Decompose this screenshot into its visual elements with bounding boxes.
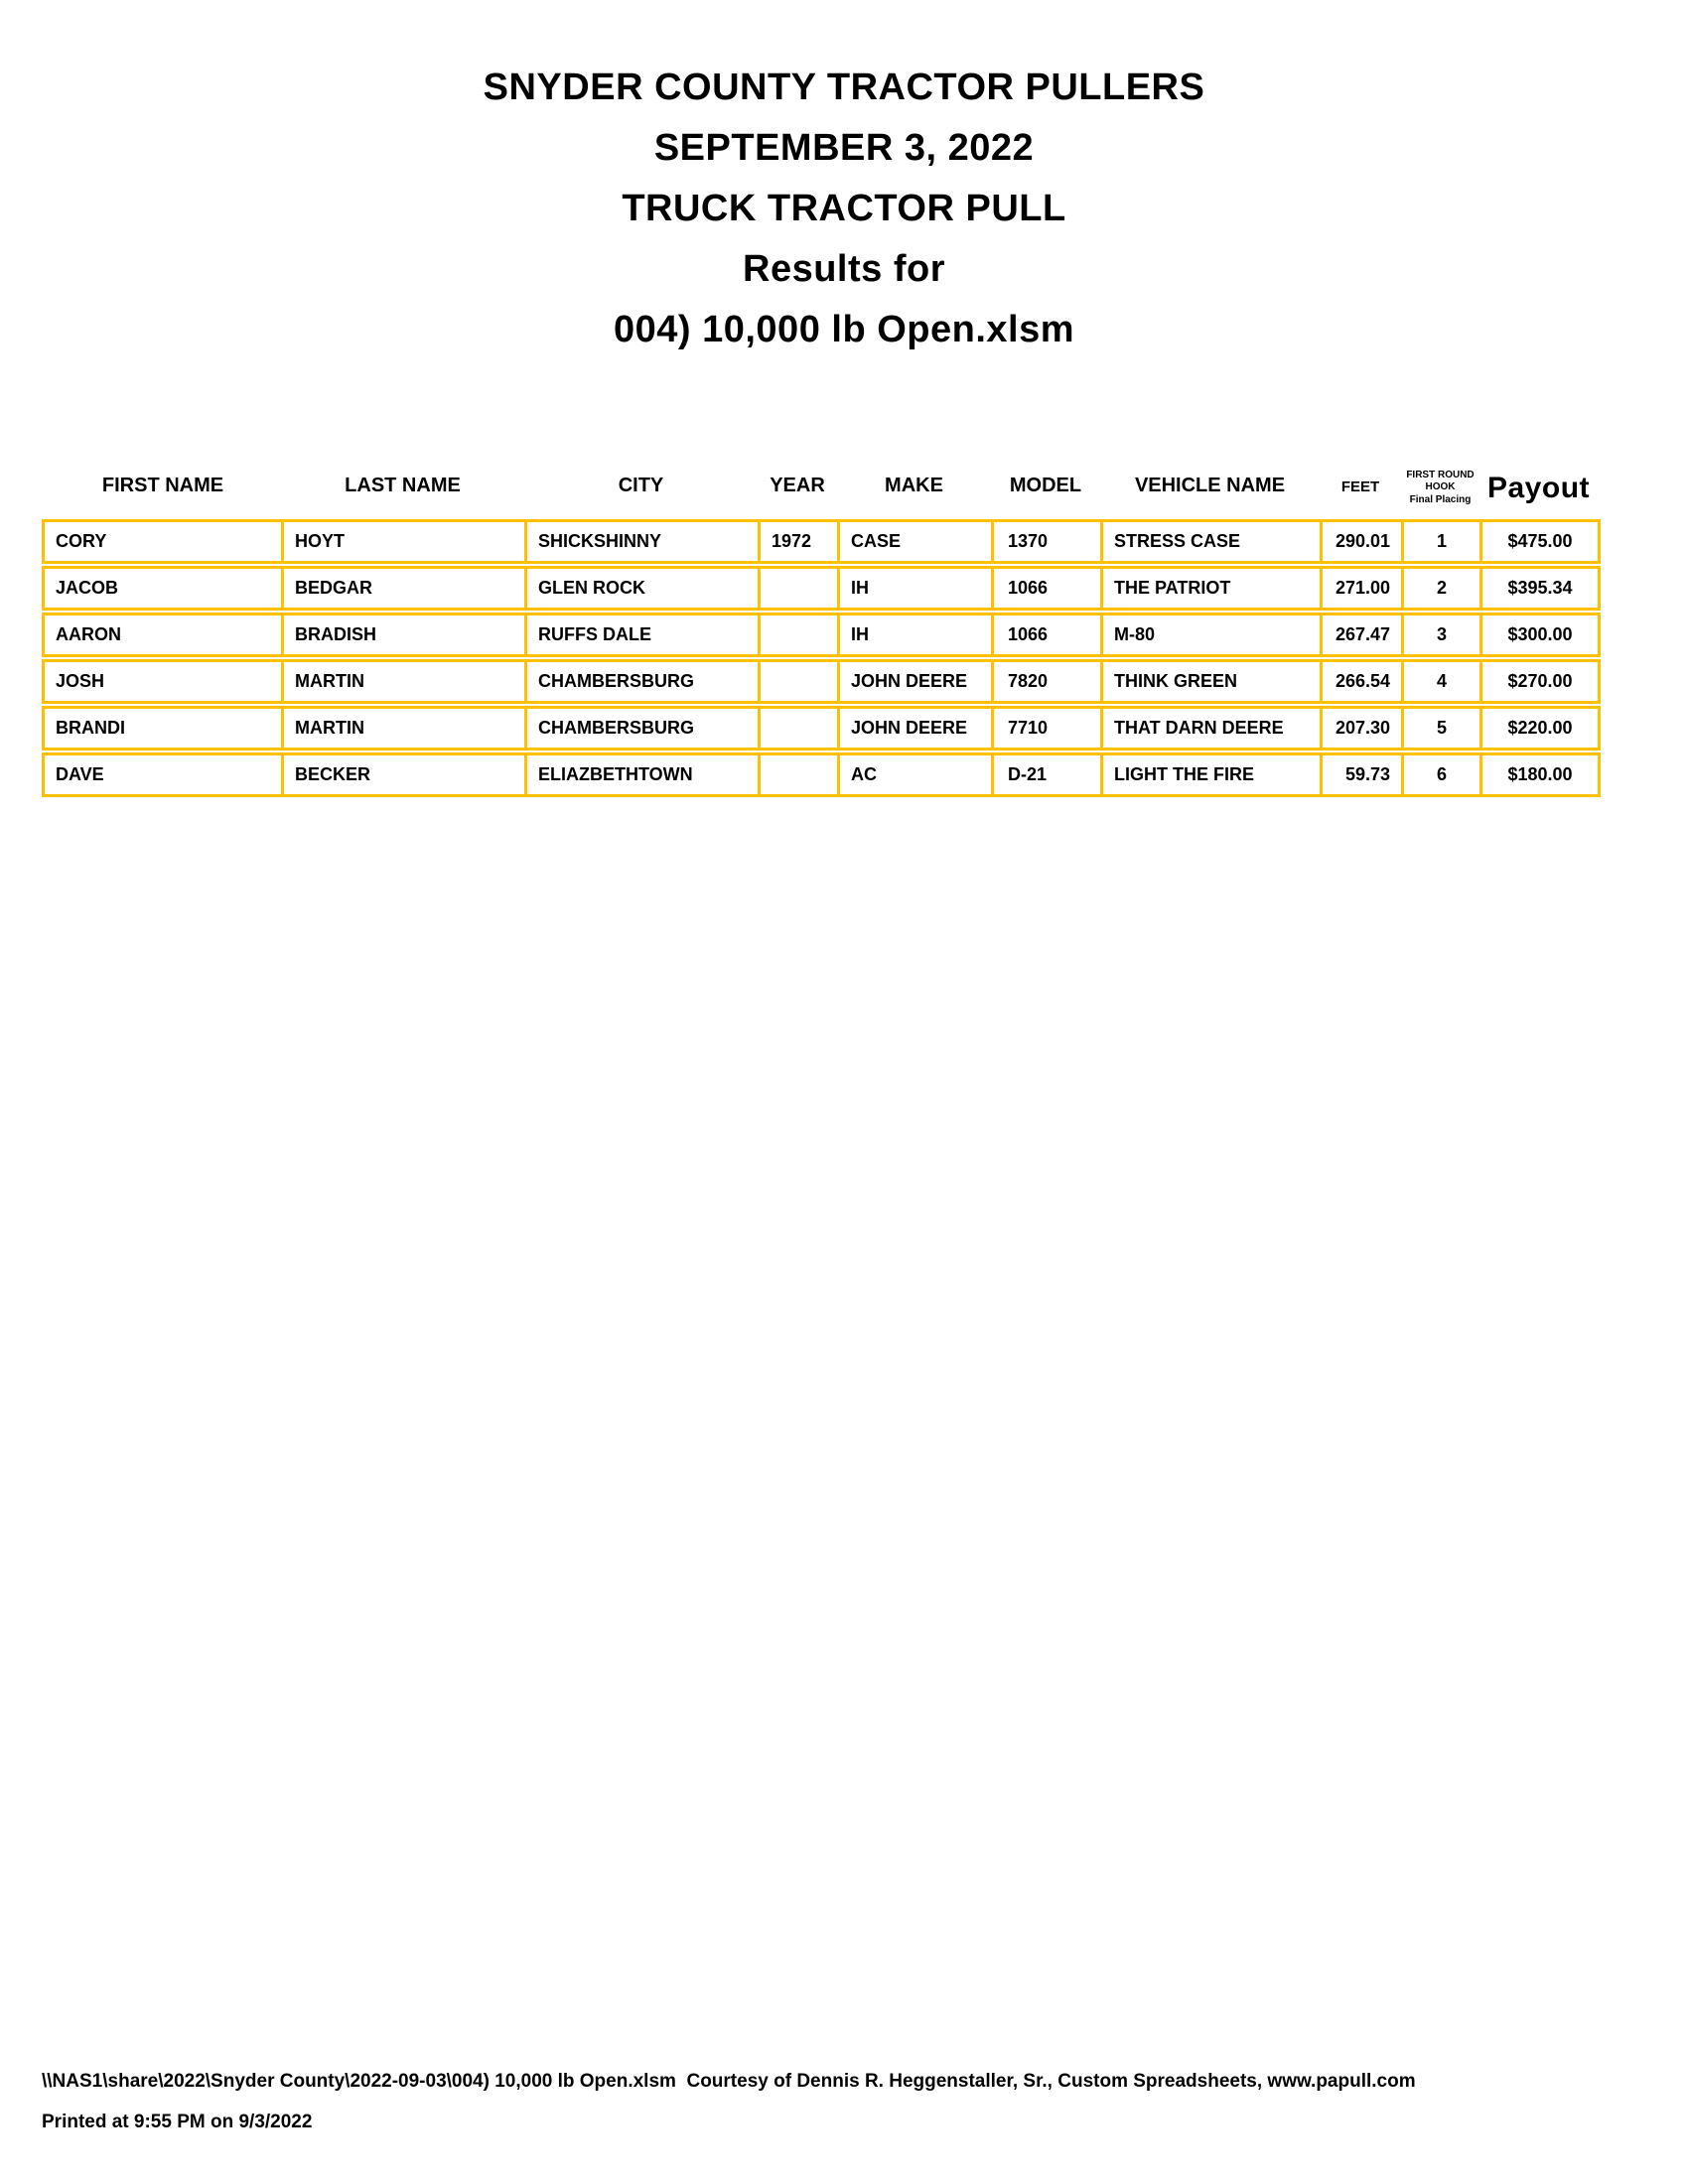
cell-make: IH <box>837 569 991 608</box>
cell-first-name: AARON <box>56 624 121 644</box>
cell-payout: $220.00 <box>1479 709 1598 748</box>
col-header-vehicle-name: VEHICLE NAME <box>1134 475 1286 496</box>
cell-last-name: MARTIN <box>281 662 524 701</box>
cell-city: SHICKSHINNY <box>524 522 758 561</box>
table-row <box>42 566 1601 611</box>
col-header-city: CITY <box>618 475 664 496</box>
cell-last-name: BRADISH <box>281 615 524 654</box>
cell-make: JOHN DEERE <box>837 662 991 701</box>
class-filename: 004) 10,000 lb Open.xlsm <box>613 309 1074 350</box>
col-header-first-name: FIRST NAME <box>101 475 224 496</box>
table-row <box>42 706 1601 751</box>
cell-feet: 267.47 <box>1320 615 1401 654</box>
cell-city: CHAMBERSBURG <box>524 709 758 748</box>
cell-year <box>758 662 837 701</box>
cell-model: 7820 <box>991 662 1100 701</box>
cell-model: 1066 <box>991 569 1100 608</box>
footer-printed-at: Printed at 9:55 PM on 9/3/2022 <box>42 2112 313 2132</box>
event-date: SEPTEMBER 3, 2022 <box>653 127 1035 169</box>
cell-vehicle-name: THE PATRIOT <box>1100 569 1320 608</box>
cell-vehicle-name: M-80 <box>1100 615 1320 654</box>
table-row <box>42 613 1601 657</box>
cell-year <box>758 709 837 748</box>
cell-model: D-21 <box>991 755 1100 794</box>
title-block <box>0 58 1688 360</box>
col-header-last-name: LAST NAME <box>345 475 461 496</box>
cell-placing: 2 <box>1401 569 1479 608</box>
results-label: Results for <box>743 248 945 290</box>
table-row <box>42 519 1601 564</box>
cell-first-name: CORY <box>56 531 107 551</box>
cell-payout: $395.34 <box>1479 569 1598 608</box>
cell-model: 1370 <box>991 522 1100 561</box>
cell-last-name: HOYT <box>281 522 524 561</box>
cell-placing: 1 <box>1401 522 1479 561</box>
event-type: TRUCK TRACTOR PULL <box>622 188 1066 229</box>
cell-first-name: JACOB <box>56 578 119 598</box>
col-header-year: YEAR <box>770 475 825 496</box>
cell-payout: $300.00 <box>1479 615 1598 654</box>
cell-placing: 5 <box>1401 709 1479 748</box>
cell-feet: 271.00 <box>1320 569 1401 608</box>
col-header-hook-line1: FIRST ROUND <box>1406 469 1475 480</box>
table-row <box>42 659 1601 704</box>
cell-feet: 290.01 <box>1320 522 1401 561</box>
cell-vehicle-name: THINK GREEN <box>1100 662 1320 701</box>
table-row <box>42 752 1601 797</box>
cell-placing: 3 <box>1401 615 1479 654</box>
cell-make: AC <box>837 755 991 794</box>
cell-placing: 4 <box>1401 662 1479 701</box>
results-table <box>42 437 1601 799</box>
cell-make: IH <box>837 615 991 654</box>
cell-city: ELIAZBETHTOWN <box>524 755 758 794</box>
cell-first-name: DAVE <box>56 764 104 784</box>
footer-filepath-credit: \\NAS1\share\2022\Snyder County\2022-09-03\004) 10,000 lb Open.xlsm Courtesy of Dennis R. Heggenstaller, Sr., Custom Spreadsheets, www.papull.com <box>42 2071 1416 2092</box>
cell-payout: $270.00 <box>1479 662 1598 701</box>
page-footer <box>42 2071 1416 2133</box>
cell-feet: 207.30 <box>1320 709 1401 748</box>
col-header-payout: Payout <box>1486 472 1591 504</box>
cell-vehicle-name: THAT DARN DEERE <box>1100 709 1320 748</box>
col-header-hook <box>1401 470 1479 520</box>
cell-last-name: BEDGAR <box>281 569 524 608</box>
cell-payout: $475.00 <box>1479 522 1598 561</box>
cell-city: RUFFS DALE <box>524 615 758 654</box>
cell-payout: $180.00 <box>1479 755 1598 794</box>
cell-first-name: JOSH <box>56 671 105 691</box>
table-header-row <box>42 437 1601 519</box>
cell-year: 1972 <box>758 522 837 561</box>
cell-city: GLEN ROCK <box>524 569 758 608</box>
cell-vehicle-name: STRESS CASE <box>1100 522 1320 561</box>
col-header-model: MODEL <box>1009 475 1082 496</box>
cell-model: 1066 <box>991 615 1100 654</box>
cell-year <box>758 569 837 608</box>
cell-last-name: BECKER <box>281 755 524 794</box>
cell-year <box>758 615 837 654</box>
cell-placing: 6 <box>1401 755 1479 794</box>
cell-model: 7710 <box>991 709 1100 748</box>
col-header-make: MAKE <box>885 475 943 496</box>
col-header-feet: FEET <box>1340 478 1380 495</box>
cell-make: JOHN DEERE <box>837 709 991 748</box>
cell-vehicle-name: LIGHT THE FIRE <box>1100 755 1320 794</box>
event-title: SNYDER COUNTY TRACTOR PULLERS <box>483 67 1205 108</box>
cell-make: CASE <box>837 522 991 561</box>
cell-feet: 59.73 <box>1320 755 1401 794</box>
cell-last-name: MARTIN <box>281 709 524 748</box>
cell-year <box>758 755 837 794</box>
cell-first-name: BRANDI <box>56 718 125 738</box>
cell-city: CHAMBERSBURG <box>524 662 758 701</box>
col-header-hook-line3: Final Placing <box>1409 493 1472 505</box>
col-header-hook-line2: HOOK <box>1425 481 1456 492</box>
cell-feet: 266.54 <box>1320 662 1401 701</box>
